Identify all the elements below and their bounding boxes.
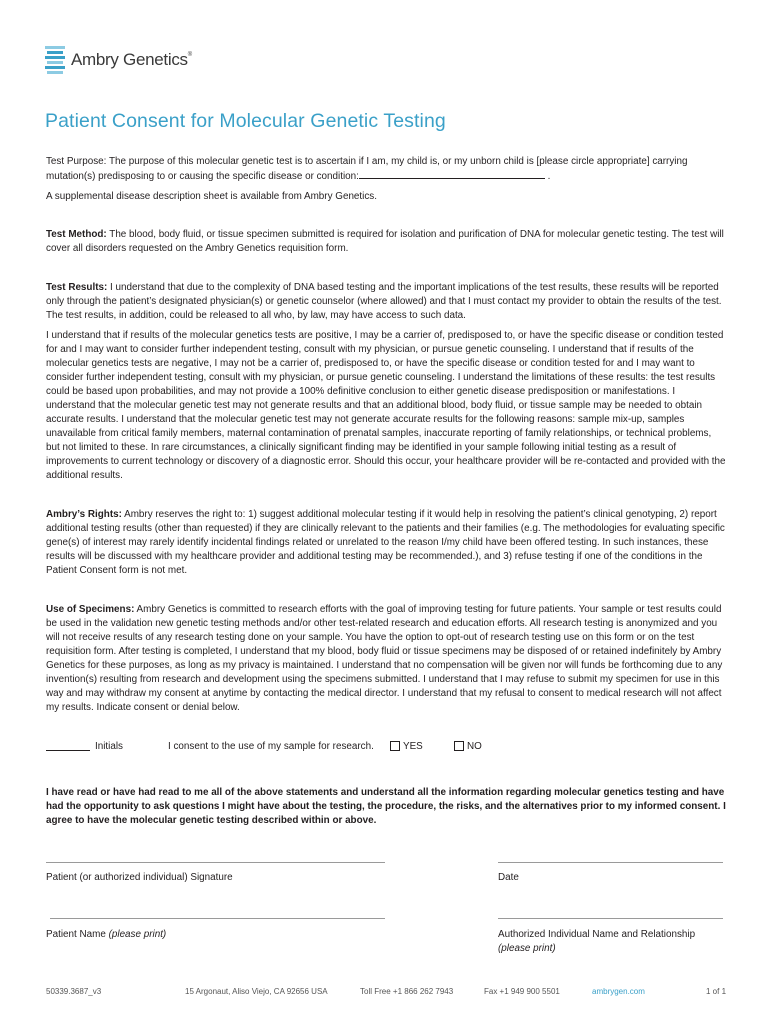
initials-label: Initials [95,741,123,752]
consent-statement: I consent to the use of my sample for research. [168,741,374,752]
patient-signature-line[interactable] [46,862,385,863]
date-line[interactable] [498,862,723,863]
ambry-rights-heading: Ambry’s Rights: [46,509,122,520]
authorized-name-line[interactable] [498,918,723,919]
test-results-paragraph-2: I understand that if results of the molecular genetics tests are positive, I may be a carrier of, predisposed to, or have the specific disease or condition tested for and I may want to consider further independent testing, consult with my physician, or pursue genetic counseling. I understand that if results of the molecular genetics tests are negative, I may not be a carrier of, predisposed to, or have the specific disease or condition tested for and I may want to consider further independent testing, consult with my physician, or pursue genetic counseling. I understand the limitations of these results: the test results could be based upon probabilities, and may not provide a 100% definitive conclusion to either genetic disease predisposition or manifestations. I understand that the molecular genetic test may not generate results and that an additional blood, body fluid, or tissue sample may be needed to obtain accurate results. I understand that the molecular genetic test may not generate accurate results for the following reasons: sample mix-up, samples unavailable from critical family members, maternal contamination of prenatal samples, inaccurate reporting of family relationships, or technical problems, but not limited to these. In rare circumstances, a clinically significant finding may be identified in your sample following initial testing as a result of improvements to current technology or discovery of a diagnostic error. Should this occur, your healthcare provider will be re-contacted and provided with the additional results. [46,330,726,481]
footer-website-link[interactable]: ambrygen.com [592,987,645,996]
brand-name: Ambry Genetics® [71,50,192,69]
use-of-specimens-section: Use of Specimens: Ambry Genetics is committed to research efforts with the goal of improving testing for future patients. Your sample or test results could be used in the validation new genetic testing methods and/or other test-related research and education efforts. All research testing is anonymized and you will not receive results of any research testing done on your sample. You have the option to opt-out of research testing use on this form or on the test requisition form. After testing is completed, I understand that my blood, body fluid or tissue specimens may be disposed of or retained indefinitely by Ambry Genetics for these purposes, as long as my privacy is maintained. I understand that no compensation will be given nor will funds be forthcoming due to any invention(s) resulting from research and development using the specimens submitted. I understand that I may refuse to submit my specimen for use in this way and may withdraw my consent at anytime by contacting the medical director. I understand that my refusal to consent to medical research will not affect my results. Indicate consent or denial below. [46,604,723,713]
patient-signature-label: Patient (or authorized individual) Signature [46,872,233,883]
ambry-rights-section: Ambry’s Rights: Ambry reserves the right to: 1) suggest additional molecular testing if it would help in resolving the patient’s clinical genotyping, 2) report additional testing results (other than requested) if they are clinically relevant to the patients and their families (e.g. The methodologies for evaluating specific gene(s) of interest may rarely identify incidental findings related or unrelated to the reason I/my child have been offered testing. In such instances, these results will be discussed with my healthcare provider and additional testing may be recommended.), and 3) refuse testing if one of the conditions in the Patient Consent form is not met. [46,509,725,576]
condition-blank-field[interactable] [359,169,545,179]
authorized-name-note: (please print) [498,943,556,954]
supplement-note: A supplemental disease description sheet is available from Ambry Genetics. [46,191,377,202]
patient-name-line[interactable] [50,918,385,919]
test-purpose-paragraph: Test Purpose: The purpose of this molecular genetic test is to ascertain if I am, my child is, or my unborn child is [please circle appropriate] carrying mutation(s) predisposing to or causing the specific disease or condition: . [46,156,688,182]
test-results-section: Test Results: I understand that due to the complexity of DNA based testing and the important implications of the test results, these results will be reported only through the patient’s designated physician(s) or genetic counselor (where allowed) and that I must contact my provider to obtain the results of the test. The test results, in addition, could be released to all who, by law, may have access to such data. I understand that if results of the molecular genetics tests are positive, I may be a carrier of, predisposed to, or have the specific disease or condition tested for and I may want to consider further independent testing, consult with my physician, or pursue genetic counseling. I understand that if results of the molecular genetics tests are negative, I may not be a carrier of, predisposed to, or have the specific disease or condition tested for and I may want to consider further independent testing, consult with my physician, or pursue genetic counseling. I understand the limitations of these results: the test results could be based upon probabilities, and may not provide a 100% definitive conclusion to either genetic disease predisposition or manifestations. I understand that the molecular genetic test may not generate results and that an additional blood, body fluid, or tissue sample may be needed to obtain accurate results. I understand that the molecular genetic test may not generate accurate results for the following reasons: sample mix-up, samples unavailable from critical family members, maternal contamination of prenatal samples, inaccurate reporting of family relationships, or technical problems, but not limited to these. In rare circumstances, a clinically significant finding may be identified in your sample following initial testing as a result of improvements to current technology or discovery of a diagnostic error. Should this occur, your healthcare provider will be re-contacted and provided with the additional results. [46,282,726,481]
test-method-section: Test Method: The blood, body fluid, or tissue specimen submitted is required for isolation and purification of DNA for molecular genetic testing. The test will cover all disorders requested on the Ambry Genetics requisition form. [46,229,724,254]
patient-name-label: Patient Name (please print) [46,929,167,940]
footer-fax: Fax +1 949 900 5501 [484,987,560,996]
no-checkbox[interactable] [454,741,464,751]
ambry-logo [45,46,192,74]
initials-field[interactable] [46,741,90,751]
test-purpose-section [46,155,726,204]
test-results-heading: Test Results: [46,282,108,293]
acknowledgement-statement: I have read or have had read to me all of the above statements and understand all the information regarding molecular genetics testing and have had the opportunity to ask questions I might have about the testing, the procedure, the risks, and the alternatives prior to my informed consent. I agree to have the molecular genetic testing described within or above. [46,787,726,826]
yes-option[interactable]: YES [390,741,403,753]
use-of-specimens-heading: Use of Specimens: [46,604,135,615]
footer-tollfree: Toll Free +1 866 262 7943 [360,987,454,996]
test-purpose-heading: Test Purpose [46,156,104,167]
yes-checkbox[interactable] [390,741,400,751]
patient-name-note: (please print) [108,929,167,940]
authorized-name-label: Authorized Individual Name and Relationship (please print) [498,929,696,954]
document-title: Patient Consent for Molecular Genetic Testing [45,110,446,132]
date-label: Date [498,872,519,883]
no-option[interactable]: NO [454,741,467,753]
test-method-heading: Test Method: [46,229,107,240]
footer-page-number: 1 of 1 [706,987,727,996]
dna-helix-icon [45,46,65,74]
footer-address: 15 Argonaut, Aliso Viejo, CA 92656 USA [185,987,328,996]
footer-form-id: 50339.3687_v3 [46,987,102,996]
